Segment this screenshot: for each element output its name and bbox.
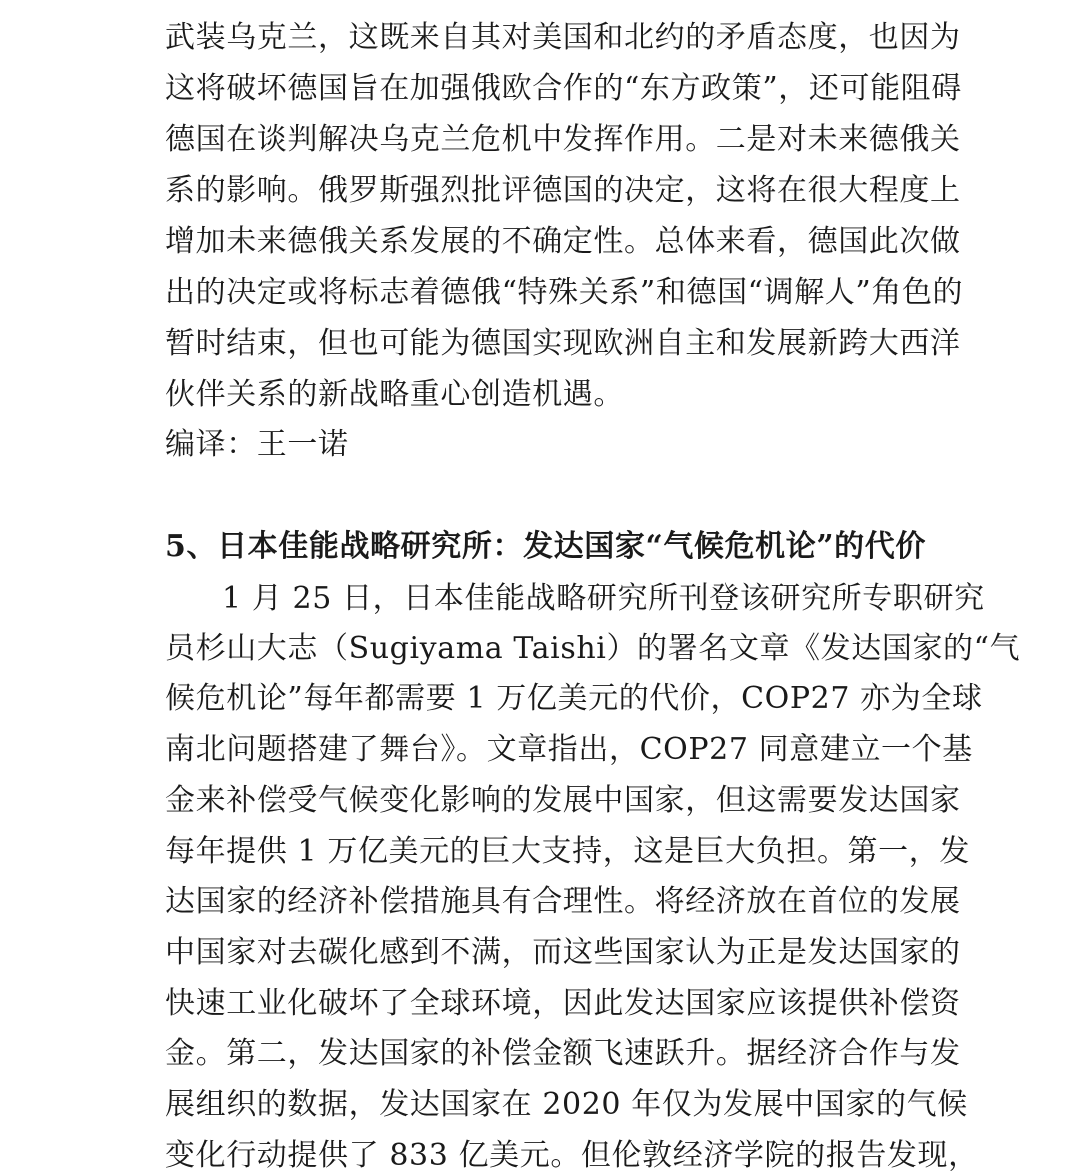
translator-credit: 编译：王一诺 [165,427,349,462]
section-heading: 5、日本佳能战略研究所：发达国家“气候危机论”的代价 [165,529,926,564]
article-line-11: 展组织的数据，发达国家在 2020 年仅为发展中国家的气候 [165,1087,968,1122]
prev-article-line-2: 这将破坏德国旨在加强俄欧合作的“东方政策”，还可能阻碍 [165,71,962,106]
prev-article-line-4: 系的影响。俄罗斯强烈批评德国的决定，这将在很大程度上 [165,173,961,208]
prev-article-line-1: 武装乌克兰，这既来自其对美国和北约的矛盾态度，也因为 [165,20,961,55]
article-line-9: 快速工业化破坏了全球环境，因此发达国家应该提供补偿资 [165,986,961,1021]
article-line-3: 候危机论”每年都需要 1 万亿美元的代价，COP27 亦为全球 [165,681,983,716]
prev-article-line-6: 出的决定或将标志着德俄“特殊关系”和德国“调解人”角色的 [165,275,964,310]
article-line-4: 南北问题搭建了舞台》。文章指出，COP27 同意建立一个基 [165,732,973,767]
article-line-1: 1 月 25 日，日本佳能战略研究所刊登该研究所专职研究 [222,581,985,616]
article-line-10: 金。第二，发达国家的补偿金额飞速跃升。据经济合作与发 [165,1036,961,1071]
prev-article-line-7: 暂时结束，但也可能为德国实现欧洲自主和发展新跨大西洋 [165,326,961,361]
prev-article-line-3: 德国在谈判解决乌克兰危机中发挥作用。二是对未来德俄关 [165,122,961,157]
article-line-8: 中国家对去碳化感到不满，而这些国家认为正是发达国家的 [165,935,961,970]
article-line-2: 员杉山大志（Sugiyama Taishi）的署名文章《发达国家的“气 [165,631,1021,666]
prev-article-line-8: 伙伴关系的新战略重心创造机遇。 [165,377,624,412]
article-line-6: 每年提供 1 万亿美元的巨大支持，这是巨大负担。第一，发 [165,834,970,869]
article-line-5: 金来补偿受气候变化影响的发展中国家，但这需要发达国家 [165,783,961,818]
article-line-12: 变化行动提供了 833 亿美元。但伦敦经济学院的报告发现， [165,1138,979,1173]
article-line-7: 达国家的经济补偿措施具有合理性。将经济放在首位的发展 [165,884,961,919]
prev-article-line-5: 增加未来德俄关系发展的不确定性。总体来看，德国此次做 [165,224,961,259]
